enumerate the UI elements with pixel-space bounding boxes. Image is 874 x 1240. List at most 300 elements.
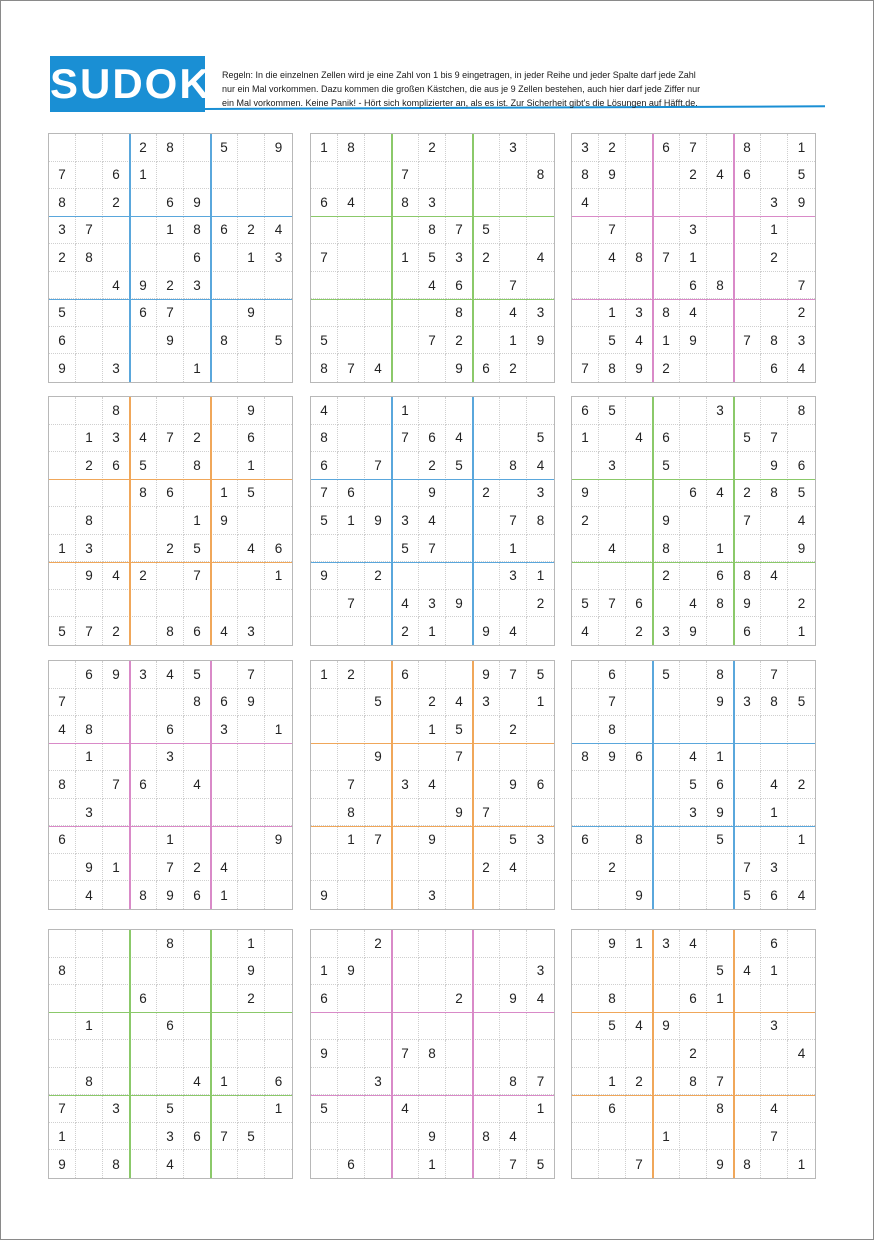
sudoku-cell[interactable] <box>446 617 473 645</box>
sudoku-cell[interactable] <box>238 327 265 355</box>
sudoku-cell[interactable] <box>734 272 761 300</box>
sudoku-cell[interactable]: 2 <box>761 244 788 272</box>
sudoku-cell[interactable] <box>130 1040 157 1068</box>
sudoku-cell[interactable]: 4 <box>311 397 338 425</box>
sudoku-cell[interactable]: 8 <box>572 162 599 190</box>
sudoku-cell[interactable] <box>788 854 815 882</box>
sudoku-cell[interactable]: 6 <box>572 826 599 854</box>
sudoku-cell[interactable]: 5 <box>599 327 626 355</box>
sudoku-cell[interactable] <box>184 397 211 425</box>
sudoku-cell[interactable]: 3 <box>157 744 184 772</box>
sudoku-cell[interactable] <box>338 452 365 480</box>
sudoku-cell[interactable] <box>365 425 392 453</box>
sudoku-cell[interactable]: 7 <box>500 507 527 535</box>
sudoku-cell[interactable] <box>311 799 338 827</box>
sudoku-cell[interactable]: 2 <box>419 452 446 480</box>
sudoku-cell[interactable] <box>49 854 76 882</box>
sudoku-cell[interactable] <box>238 162 265 190</box>
sudoku-cell[interactable] <box>338 854 365 882</box>
sudoku-cell[interactable] <box>473 1040 500 1068</box>
sudoku-cell[interactable] <box>788 244 815 272</box>
sudoku-cell[interactable]: 6 <box>184 244 211 272</box>
sudoku-cell[interactable] <box>338 1068 365 1096</box>
sudoku-cell[interactable] <box>653 397 680 425</box>
sudoku-cell[interactable]: 1 <box>653 327 680 355</box>
sudoku-cell[interactable]: 1 <box>797 623 806 639</box>
sudoku-cell[interactable] <box>265 425 292 453</box>
sudoku-cell[interactable]: 1 <box>761 799 788 827</box>
sudoku-cell[interactable] <box>238 826 265 854</box>
sudoku-cell[interactable] <box>103 716 130 744</box>
sudoku-cell[interactable]: 8 <box>473 1123 500 1151</box>
sudoku-cell[interactable] <box>734 771 761 799</box>
sudoku-cell[interactable]: 1 <box>680 244 707 272</box>
sudoku-cell[interactable]: 7 <box>392 162 419 190</box>
sudoku-cell[interactable] <box>157 507 184 535</box>
sudoku-cell[interactable]: 3 <box>761 854 788 882</box>
sudoku-cell[interactable] <box>626 134 653 162</box>
sudoku-cell[interactable] <box>184 134 211 162</box>
sudoku-cell[interactable] <box>76 480 103 508</box>
sudoku-cell[interactable]: 1 <box>238 244 265 272</box>
sudoku-cell[interactable]: 1 <box>265 562 292 590</box>
sudoku-cell[interactable]: 4 <box>500 854 527 882</box>
sudoku-cell[interactable]: 4 <box>626 425 653 453</box>
sudoku-cell[interactable]: 9 <box>680 617 707 645</box>
sudoku-cell[interactable] <box>473 272 500 300</box>
sudoku-cell[interactable] <box>49 562 76 590</box>
sudoku-cell[interactable] <box>734 1068 761 1096</box>
sudoku-cell[interactable]: 4 <box>527 985 554 1013</box>
sudoku-cell[interactable] <box>473 771 500 799</box>
sudoku-cell[interactable] <box>238 272 265 300</box>
sudoku-cell[interactable] <box>653 689 680 717</box>
sudoku-cell[interactable]: 7 <box>446 744 473 772</box>
sudoku-cell[interactable] <box>707 299 734 327</box>
sudoku-cell[interactable] <box>680 535 707 563</box>
sudoku-cell[interactable] <box>653 1040 680 1068</box>
sudoku-cell[interactable] <box>103 590 130 618</box>
sudoku-cell[interactable] <box>446 1013 473 1041</box>
sudoku-cell[interactable] <box>365 771 392 799</box>
sudoku-cell[interactable] <box>311 744 338 772</box>
sudoku-cell[interactable] <box>184 480 211 508</box>
sudoku-cell[interactable] <box>365 134 392 162</box>
sudoku-cell[interactable] <box>157 162 184 190</box>
sudoku-cell[interactable] <box>572 244 599 272</box>
sudoku-cell[interactable] <box>761 985 788 1013</box>
sudoku-cell[interactable] <box>527 189 554 217</box>
sudoku-cell[interactable] <box>572 771 599 799</box>
sudoku-cell[interactable] <box>157 562 184 590</box>
sudoku-cell[interactable] <box>527 217 554 245</box>
sudoku-cell[interactable] <box>761 617 788 645</box>
sudoku-cell[interactable]: 1 <box>572 425 599 453</box>
sudoku-cell[interactable] <box>473 1013 500 1041</box>
sudoku-cell[interactable] <box>446 1095 473 1123</box>
sudoku-cell[interactable] <box>761 590 788 618</box>
sudoku-cell[interactable]: 3 <box>761 1013 788 1041</box>
sudoku-cell[interactable]: 9 <box>211 507 238 535</box>
sudoku-cell[interactable] <box>473 189 500 217</box>
sudoku-cell[interactable] <box>238 562 265 590</box>
sudoku-cell[interactable]: 7 <box>500 661 527 689</box>
sudoku-cell[interactable] <box>392 1013 419 1041</box>
sudoku-cell[interactable]: 3 <box>392 507 419 535</box>
sudoku-cell[interactable] <box>680 854 707 882</box>
sudoku-cell[interactable] <box>49 1040 76 1068</box>
sudoku-cell[interactable]: 2 <box>500 354 527 382</box>
sudoku-cell[interactable]: 3 <box>527 480 554 508</box>
sudoku-cell[interactable]: 8 <box>527 507 554 535</box>
sudoku-cell[interactable] <box>392 881 419 909</box>
sudoku-cell[interactable]: 8 <box>626 826 653 854</box>
sudoku-cell[interactable]: 9 <box>76 854 103 882</box>
sudoku-cell[interactable]: 8 <box>311 425 338 453</box>
sudoku-cell[interactable] <box>238 507 265 535</box>
sudoku-cell[interactable]: 6 <box>419 425 446 453</box>
sudoku-cell[interactable]: 4 <box>761 771 788 799</box>
sudoku-cell[interactable]: 5 <box>707 826 734 854</box>
sudoku-cell[interactable]: 4 <box>419 771 446 799</box>
sudoku-cell[interactable]: 3 <box>653 617 680 645</box>
sudoku-cell[interactable] <box>707 217 734 245</box>
sudoku-cell[interactable] <box>49 1068 76 1096</box>
sudoku-cell[interactable] <box>653 1068 680 1096</box>
sudoku-cell[interactable] <box>392 826 419 854</box>
sudoku-cell[interactable] <box>365 189 392 217</box>
sudoku-cell[interactable]: 1 <box>211 1068 238 1096</box>
sudoku-cell[interactable] <box>392 689 419 717</box>
sudoku-cell[interactable] <box>130 217 157 245</box>
sudoku-cell[interactable]: 4 <box>76 881 103 909</box>
sudoku-cell[interactable] <box>103 799 130 827</box>
sudoku-cell[interactable]: 4 <box>265 217 292 245</box>
sudoku-cell[interactable] <box>599 1040 626 1068</box>
sudoku-cell[interactable]: 6 <box>311 452 338 480</box>
sudoku-cell[interactable]: 6 <box>734 162 761 190</box>
sudoku-cell[interactable]: 5 <box>157 1095 184 1123</box>
sudoku-cell[interactable] <box>184 1040 211 1068</box>
sudoku-cell[interactable]: 7 <box>761 425 788 453</box>
sudoku-cell[interactable] <box>680 507 707 535</box>
sudoku-cell[interactable]: 4 <box>572 617 599 645</box>
sudoku-cell[interactable]: 1 <box>338 826 365 854</box>
sudoku-cell[interactable] <box>761 272 788 300</box>
sudoku-cell[interactable] <box>653 958 680 986</box>
sudoku-cell[interactable]: 8 <box>157 617 184 645</box>
sudoku-cell[interactable] <box>680 1013 707 1041</box>
sudoku-cell[interactable] <box>130 244 157 272</box>
sudoku-cell[interactable]: 5 <box>311 327 338 355</box>
sudoku-cell[interactable] <box>572 1013 599 1041</box>
sudoku-cell[interactable] <box>572 958 599 986</box>
sudoku-cell[interactable]: 4 <box>392 590 419 618</box>
sudoku-cell[interactable]: 2 <box>626 617 653 645</box>
sudoku-cell[interactable] <box>680 425 707 453</box>
sudoku-cell[interactable] <box>734 985 761 1013</box>
sudoku-cell[interactable]: 8 <box>49 958 76 986</box>
sudoku-cell[interactable]: 8 <box>653 535 680 563</box>
sudoku-cell[interactable]: 5 <box>211 134 238 162</box>
sudoku-cell[interactable] <box>265 744 292 772</box>
sudoku-cell[interactable]: 2 <box>572 507 599 535</box>
sudoku-cell[interactable] <box>419 985 446 1013</box>
sudoku-cell[interactable] <box>707 930 734 958</box>
sudoku-cell[interactable] <box>392 327 419 355</box>
sudoku-cell[interactable]: 6 <box>761 930 788 958</box>
sudoku-cell[interactable] <box>211 189 238 217</box>
sudoku-cell[interactable]: 8 <box>626 244 653 272</box>
sudoku-cell[interactable] <box>103 535 130 563</box>
sudoku-cell[interactable] <box>392 1123 419 1151</box>
sudoku-cell[interactable] <box>365 299 392 327</box>
sudoku-cell[interactable]: 8 <box>446 299 473 327</box>
sudoku-cell[interactable] <box>473 535 500 563</box>
sudoku-cell[interactable]: 6 <box>707 771 734 799</box>
sudoku-cell[interactable] <box>49 452 76 480</box>
sudoku-cell[interactable] <box>626 480 653 508</box>
sudoku-cell[interactable] <box>392 134 419 162</box>
sudoku-cell[interactable]: 1 <box>761 217 788 245</box>
sudoku-cell[interactable]: 4 <box>761 1095 788 1123</box>
sudoku-cell[interactable] <box>311 689 338 717</box>
sudoku-cell[interactable]: 5 <box>527 661 554 689</box>
sudoku-cell[interactable]: 7 <box>76 617 103 645</box>
sudoku-cell[interactable] <box>680 881 707 909</box>
sudoku-cell[interactable] <box>653 272 680 300</box>
sudoku-cell[interactable]: 9 <box>500 771 527 799</box>
sudoku-cell[interactable] <box>500 425 527 453</box>
sudoku-cell[interactable] <box>473 562 500 590</box>
sudoku-cell[interactable] <box>392 1068 419 1096</box>
sudoku-cell[interactable] <box>761 716 788 744</box>
sudoku-cell[interactable] <box>338 327 365 355</box>
sudoku-cell[interactable]: 8 <box>130 881 157 909</box>
sudoku-cell[interactable] <box>103 930 130 958</box>
sudoku-cell[interactable] <box>211 985 238 1013</box>
sudoku-cell[interactable] <box>211 272 238 300</box>
sudoku-cell[interactable]: 2 <box>76 452 103 480</box>
sudoku-cell[interactable] <box>49 930 76 958</box>
sudoku-cell[interactable] <box>392 799 419 827</box>
sudoku-cell[interactable] <box>238 1013 265 1041</box>
sudoku-cell[interactable] <box>761 1068 788 1096</box>
sudoku-cell[interactable]: 1 <box>130 162 157 190</box>
sudoku-cell[interactable]: 3 <box>527 826 554 854</box>
sudoku-cell[interactable] <box>392 354 419 382</box>
sudoku-cell[interactable]: 7 <box>734 327 761 355</box>
sudoku-cell[interactable]: 7 <box>76 217 103 245</box>
sudoku-cell[interactable] <box>500 590 527 618</box>
sudoku-cell[interactable] <box>103 826 130 854</box>
sudoku-cell[interactable] <box>365 617 392 645</box>
sudoku-cell[interactable] <box>707 716 734 744</box>
sudoku-cell[interactable] <box>130 826 157 854</box>
sudoku-cell[interactable]: 2 <box>157 535 184 563</box>
sudoku-cell[interactable]: 1 <box>157 826 184 854</box>
sudoku-cell[interactable]: 3 <box>238 617 265 645</box>
sudoku-cell[interactable]: 7 <box>680 134 707 162</box>
sudoku-cell[interactable] <box>265 189 292 217</box>
sudoku-cell[interactable]: 1 <box>626 930 653 958</box>
sudoku-cell[interactable]: 3 <box>500 134 527 162</box>
sudoku-cell[interactable] <box>103 958 130 986</box>
sudoku-cell[interactable]: 3 <box>103 354 130 382</box>
sudoku-cell[interactable]: 4 <box>500 617 527 645</box>
sudoku-cell[interactable] <box>184 716 211 744</box>
sudoku-cell[interactable]: 3 <box>734 689 761 717</box>
sudoku-cell[interactable] <box>473 1150 500 1178</box>
sudoku-cell[interactable]: 2 <box>527 590 554 618</box>
sudoku-cell[interactable] <box>265 617 292 645</box>
sudoku-cell[interactable] <box>446 162 473 190</box>
sudoku-cell[interactable] <box>338 397 365 425</box>
sudoku-cell[interactable] <box>265 1040 292 1068</box>
sudoku-cell[interactable] <box>338 1013 365 1041</box>
sudoku-cell[interactable]: 9 <box>626 881 653 909</box>
sudoku-cell[interactable]: 8 <box>130 480 157 508</box>
sudoku-cell[interactable]: 4 <box>788 507 815 535</box>
sudoku-cell[interactable] <box>392 854 419 882</box>
sudoku-cell[interactable] <box>365 217 392 245</box>
sudoku-cell[interactable] <box>473 1068 500 1096</box>
sudoku-cell[interactable] <box>365 1123 392 1151</box>
sudoku-cell[interactable] <box>527 716 554 744</box>
sudoku-cell[interactable] <box>473 397 500 425</box>
sudoku-cell[interactable] <box>338 744 365 772</box>
sudoku-cell[interactable] <box>184 1150 211 1178</box>
sudoku-cell[interactable] <box>130 189 157 217</box>
sudoku-cell[interactable]: 2 <box>500 716 527 744</box>
sudoku-cell[interactable] <box>761 134 788 162</box>
sudoku-cell[interactable] <box>734 535 761 563</box>
sudoku-cell[interactable] <box>527 1013 554 1041</box>
sudoku-cell[interactable] <box>365 162 392 190</box>
sudoku-cell[interactable] <box>761 744 788 772</box>
sudoku-cell[interactable] <box>392 217 419 245</box>
sudoku-cell[interactable]: 4 <box>419 272 446 300</box>
sudoku-cell[interactable]: 8 <box>392 189 419 217</box>
sudoku-cell[interactable] <box>599 272 626 300</box>
sudoku-cell[interactable]: 9 <box>238 689 265 717</box>
sudoku-cell[interactable] <box>157 354 184 382</box>
sudoku-cell[interactable] <box>572 562 599 590</box>
sudoku-cell[interactable] <box>338 162 365 190</box>
sudoku-cell[interactable] <box>365 799 392 827</box>
sudoku-cell[interactable]: 4 <box>392 1095 419 1123</box>
sudoku-cell[interactable] <box>500 217 527 245</box>
sudoku-cell[interactable]: 8 <box>103 1150 130 1178</box>
sudoku-cell[interactable]: 6 <box>599 661 626 689</box>
sudoku-cell[interactable] <box>76 826 103 854</box>
sudoku-cell[interactable]: 2 <box>473 854 500 882</box>
sudoku-cell[interactable] <box>653 162 680 190</box>
sudoku-cell[interactable] <box>680 661 707 689</box>
sudoku-cell[interactable] <box>734 744 761 772</box>
sudoku-cell[interactable]: 5 <box>184 535 211 563</box>
sudoku-cell[interactable]: 8 <box>311 354 338 382</box>
sudoku-cell[interactable] <box>473 958 500 986</box>
sudoku-cell[interactable] <box>707 134 734 162</box>
sudoku-cell[interactable]: 9 <box>365 507 392 535</box>
sudoku-cell[interactable]: 2 <box>473 244 500 272</box>
sudoku-cell[interactable]: 2 <box>238 985 265 1013</box>
sudoku-cell[interactable] <box>184 744 211 772</box>
sudoku-cell[interactable] <box>265 590 292 618</box>
sudoku-cell[interactable]: 8 <box>599 354 626 382</box>
sudoku-cell[interactable]: 6 <box>76 661 103 689</box>
sudoku-cell[interactable] <box>446 1068 473 1096</box>
sudoku-cell[interactable] <box>734 1123 761 1151</box>
sudoku-cell[interactable]: 8 <box>707 661 734 689</box>
sudoku-cell[interactable] <box>211 590 238 618</box>
sudoku-cell[interactable] <box>265 1013 292 1041</box>
sudoku-cell[interactable]: 7 <box>626 1150 653 1178</box>
sudoku-cell[interactable]: 7 <box>49 1095 76 1123</box>
sudoku-cell[interactable] <box>76 1095 103 1123</box>
sudoku-cell[interactable]: 1 <box>500 327 527 355</box>
sudoku-cell[interactable] <box>392 480 419 508</box>
sudoku-cell[interactable] <box>707 617 734 645</box>
sudoku-cell[interactable]: 4 <box>572 189 599 217</box>
sudoku-cell[interactable]: 4 <box>419 507 446 535</box>
sudoku-cell[interactable] <box>238 1150 265 1178</box>
sudoku-cell[interactable] <box>211 1095 238 1123</box>
sudoku-cell[interactable] <box>527 1123 554 1151</box>
sudoku-cell[interactable]: 9 <box>761 452 788 480</box>
sudoku-cell[interactable]: 1 <box>76 744 103 772</box>
sudoku-cell[interactable] <box>626 1123 653 1151</box>
sudoku-cell[interactable]: 6 <box>184 1123 211 1151</box>
sudoku-cell[interactable] <box>446 661 473 689</box>
sudoku-cell[interactable] <box>527 930 554 958</box>
sudoku-cell[interactable] <box>653 826 680 854</box>
sudoku-cell[interactable]: 9 <box>157 881 184 909</box>
sudoku-cell[interactable]: 5 <box>49 617 76 645</box>
sudoku-cell[interactable] <box>130 930 157 958</box>
sudoku-cell[interactable]: 2 <box>392 617 419 645</box>
sudoku-cell[interactable]: 9 <box>527 327 554 355</box>
sudoku-cell[interactable]: 3 <box>707 397 734 425</box>
sudoku-cell[interactable] <box>130 854 157 882</box>
sudoku-cell[interactable] <box>473 1095 500 1123</box>
sudoku-cell[interactable]: 1 <box>311 958 338 986</box>
sudoku-cell[interactable] <box>211 744 238 772</box>
sudoku-cell[interactable] <box>572 689 599 717</box>
sudoku-cell[interactable] <box>473 716 500 744</box>
sudoku-cell[interactable]: 2 <box>446 327 473 355</box>
sudoku-cell[interactable] <box>365 590 392 618</box>
sudoku-cell[interactable] <box>473 744 500 772</box>
sudoku-cell[interactable]: 4 <box>184 771 211 799</box>
sudoku-cell[interactable] <box>311 1013 338 1041</box>
sudoku-cell[interactable] <box>626 689 653 717</box>
sudoku-cell[interactable] <box>707 1123 734 1151</box>
sudoku-cell[interactable]: 8 <box>211 327 238 355</box>
sudoku-cell[interactable] <box>734 1013 761 1041</box>
sudoku-cell[interactable]: 3 <box>527 299 554 327</box>
sudoku-cell[interactable] <box>311 930 338 958</box>
sudoku-cell[interactable] <box>446 189 473 217</box>
sudoku-cell[interactable] <box>49 744 76 772</box>
sudoku-cell[interactable] <box>446 881 473 909</box>
sudoku-cell[interactable] <box>76 134 103 162</box>
sudoku-cell[interactable] <box>788 661 815 689</box>
sudoku-cell[interactable]: 8 <box>707 1095 734 1123</box>
sudoku-cell[interactable]: 6 <box>130 985 157 1013</box>
sudoku-cell[interactable] <box>211 1150 238 1178</box>
